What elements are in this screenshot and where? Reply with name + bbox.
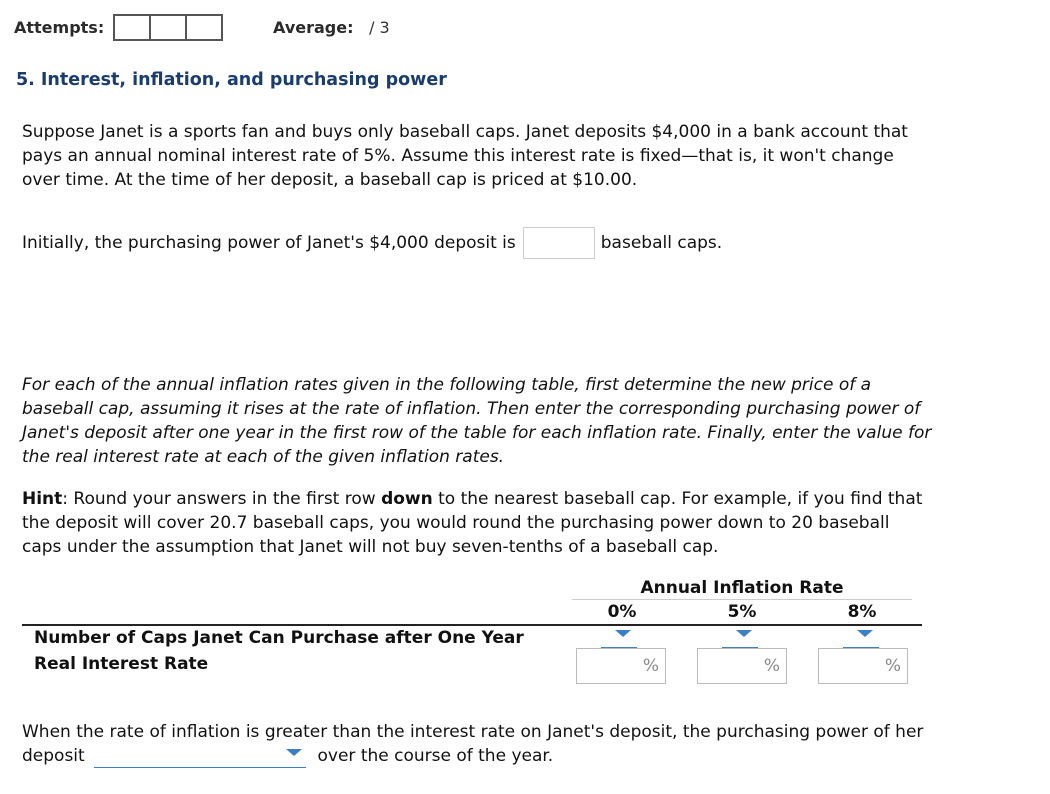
real-rate-field[interactable] — [576, 648, 666, 684]
column-header-5pct: 5% — [727, 602, 757, 622]
initial-purchasing-power-row — [22, 227, 722, 259]
chevron-down-icon — [857, 630, 873, 637]
instructions-paragraph: For each of the annual inflation rates given in the following table, first determine the new price of a baseball cap, assuming it rises at the rate of inflation. Then enter the corresponding purchasing power of Janet's deposit after one year in the first row of the table for each inflation rate. Finally, enter the value for the real interest rate at each of the given inflation rates. — [22, 375, 932, 467]
real-rate-input-5pct[interactable] — [697, 648, 787, 684]
caps-dropdown-0pct[interactable] — [601, 630, 637, 648]
percent-sign: % — [642, 656, 659, 676]
question-title: 5. Interest, inflation, and purchasing power — [16, 70, 447, 90]
chevron-down-icon — [286, 749, 302, 756]
percent-sign: % — [763, 656, 780, 676]
hint-label: Hint — [22, 489, 63, 509]
real-rate-input-8pct[interactable] — [818, 648, 908, 684]
hint-paragraph — [22, 487, 932, 559]
column-header-0pct: 0% — [607, 602, 637, 622]
attempt-box — [113, 14, 151, 41]
hint-emphasis: down — [381, 489, 433, 509]
attempts-indicator — [113, 14, 221, 41]
caps-dropdown-5pct[interactable] — [722, 630, 758, 648]
hint-text-2: to the nearest baseball cap. For example, if you find that the deposit will cover 20.7 baseball caps, you would round the purchasing power down to 20 baseball caps under the assumption that Janet will not buy seven-tenths of a baseball cap. — [22, 489, 923, 557]
table-group-header: Annual Inflation Rate — [640, 578, 844, 598]
chevron-down-icon — [736, 630, 752, 637]
attempt-box — [149, 14, 187, 41]
real-rate-field[interactable] — [697, 648, 787, 684]
chevron-down-icon — [615, 630, 631, 637]
hint-text-1: : Round your answers in the first row — [62, 489, 382, 509]
attempts-label: Attempts: — [14, 18, 105, 37]
final-question — [22, 720, 932, 768]
header-divider — [572, 599, 912, 600]
intro-paragraph: Suppose Janet is a sports fan and buys only baseball caps. Janet deposits $4,000 in a bank account that pays an annual nominal interest rate of 5%. Assume this interest rate is fixed—that is, it won't change over time. At the time of her deposit, a baseball cap is priced at $10.00. — [22, 122, 908, 190]
real-rate-input-0pct[interactable] — [576, 648, 666, 684]
final-prefix-text: When the rate of inflation is greater than the interest rate on Janet's deposit, the purchasing power of her deposit — [22, 722, 924, 766]
caps-dropdown-8pct[interactable] — [843, 630, 879, 648]
row-label-real-rate: Real Interest Rate — [34, 654, 209, 674]
table-top-rule — [22, 624, 922, 626]
dropdown-underline — [94, 767, 306, 768]
attempt-box — [185, 14, 223, 41]
initial-prefix-text: Initially, the purchasing power of Janet's $4,000 deposit is — [22, 233, 516, 253]
row-label-caps: Number of Caps Janet Can Purchase after One Year — [34, 628, 524, 648]
purchasing-power-change-dropdown[interactable] — [94, 746, 306, 768]
initial-suffix-text: baseball caps. — [600, 233, 723, 253]
average-label: Average: — [273, 18, 354, 37]
initial-caps-input[interactable] — [523, 227, 595, 259]
final-suffix-text: over the course of the year. — [317, 746, 554, 766]
real-rate-field[interactable] — [818, 648, 908, 684]
column-header-8pct: 8% — [847, 602, 877, 622]
average-value: / 3 — [369, 18, 390, 37]
percent-sign: % — [884, 656, 901, 676]
average-display — [273, 18, 390, 37]
